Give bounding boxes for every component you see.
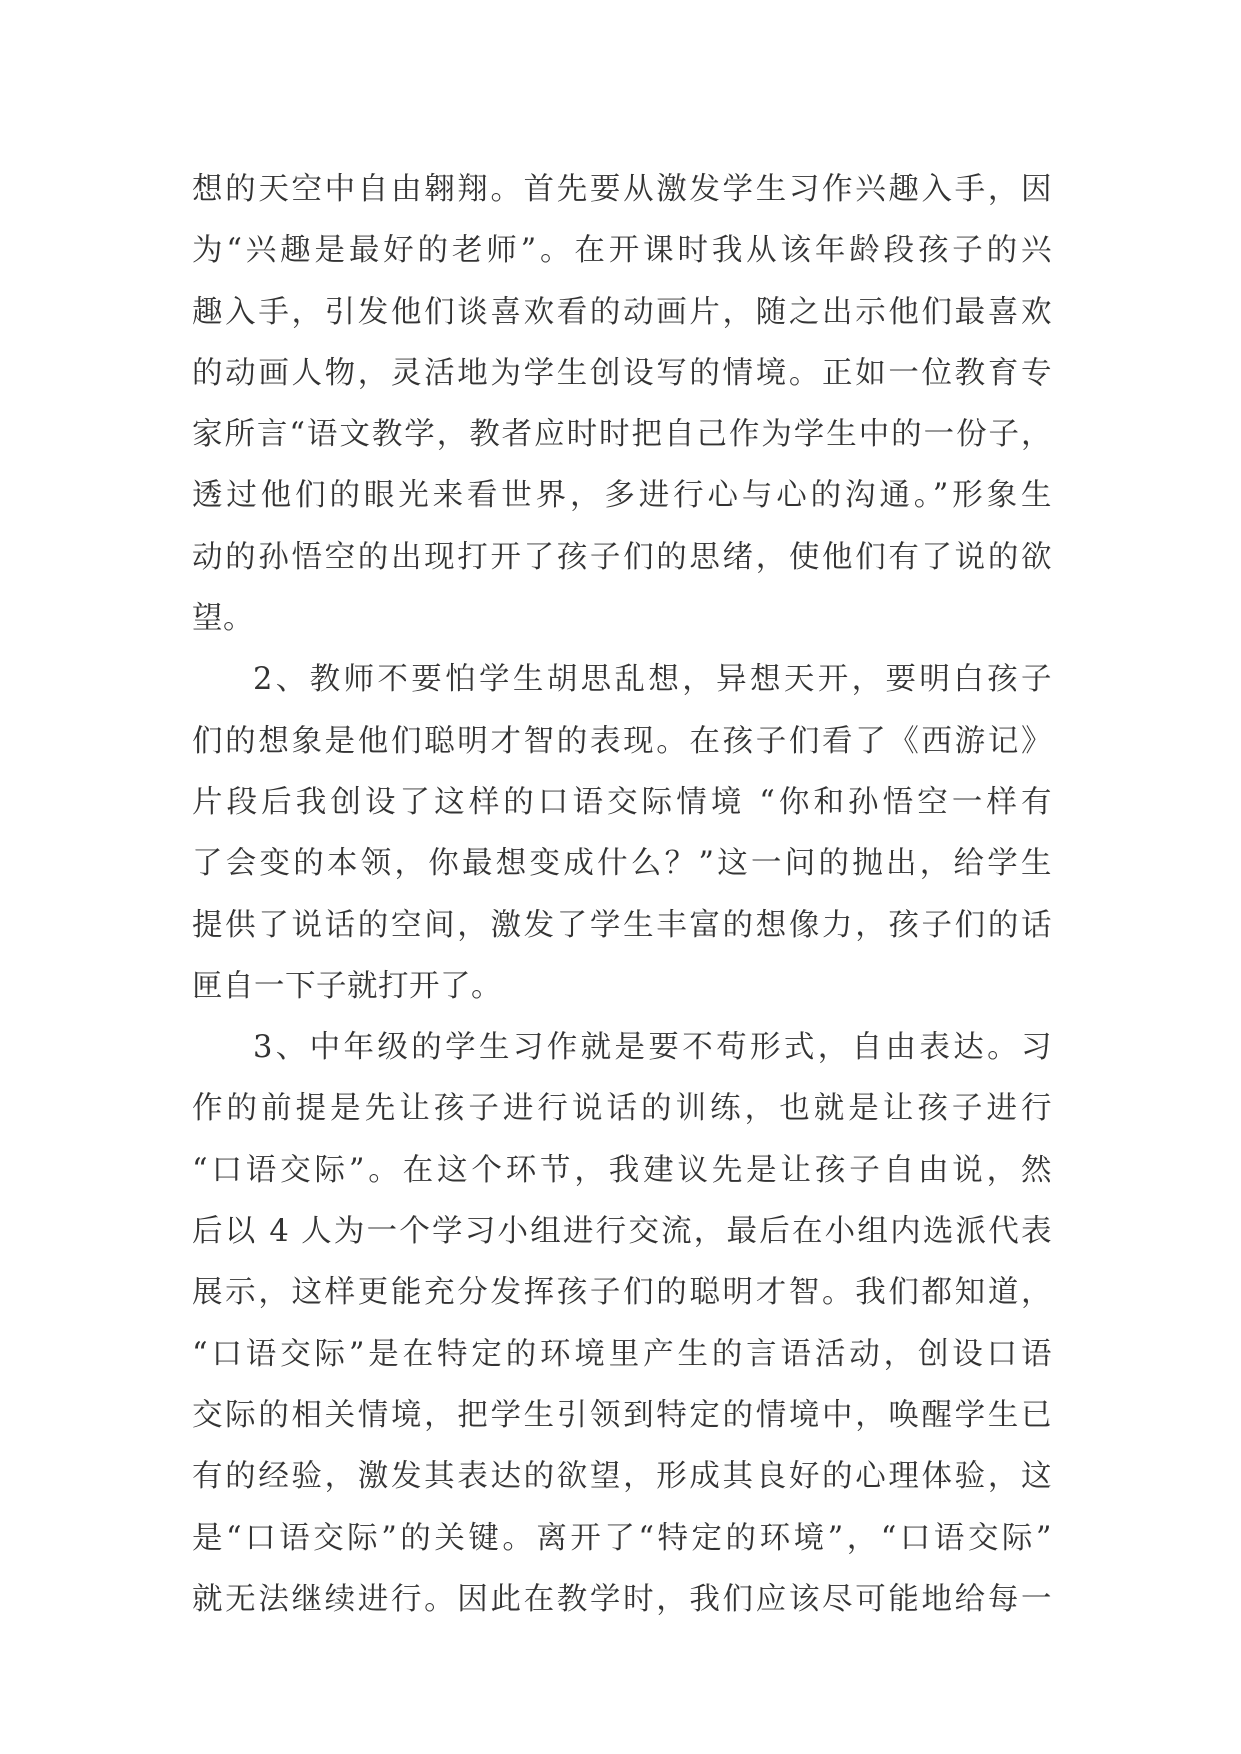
text-line: 作的前提是先让孩子进行说话的训练，也就是让孩子进行 bbox=[192, 1091, 1052, 1127]
text-line: 后以 4 人为一个学习小组进行交流，最后在小组内选派代表 bbox=[192, 1214, 1052, 1250]
text-line: “口语交际”是在特定的环境里产生的言语活动，创设口语 bbox=[192, 1336, 1052, 1372]
text-line: 趣入手，引发他们谈喜欢看的动画片，随之出示他们最喜欢 bbox=[192, 294, 1052, 330]
text-line: 的动画人物，灵活地为学生创设写的情境。正如一位教育专 bbox=[192, 355, 1052, 391]
text-line: 是“口语交际”的关键。离开了“特定的环境”，“口语交际” bbox=[192, 1520, 1052, 1556]
paragraph-first-line: 2、教师不要怕学生胡思乱想，异想天开，要明白孩子 bbox=[253, 662, 1052, 698]
paragraph-first-line: 3、中年级的学生习作就是要不苟形式，自由表达。习 bbox=[253, 1030, 1052, 1066]
paragraph-last-line: 望。 bbox=[192, 601, 254, 637]
text-line: “口语交际”。在这个环节，我建议先是让孩子自由说，然 bbox=[192, 1152, 1052, 1188]
text-line: 家所言“语文教学，教者应时时把自己作为学生中的一份子， bbox=[192, 417, 1052, 453]
text-line: 想的天空中自由翱翔。首先要从激发学生习作兴趣入手，因 bbox=[192, 172, 1052, 207]
text-line: 展示，这样更能充分发挥孩子们的聪明才智。我们都知道， bbox=[192, 1275, 1052, 1311]
text-line: 片段后我创设了这样的口语交际情境 “你和孙悟空一样有 bbox=[192, 784, 1052, 820]
text-line: 提供了说话的空间，激发了学生丰富的想像力，孩子们的话 bbox=[192, 907, 1052, 943]
text-line: 交际的相关情境，把学生引领到特定的情境中，唤醒学生已 bbox=[192, 1397, 1052, 1433]
text-line: 动的孙悟空的出现打开了孩子们的思绪，使他们有了说的欲 bbox=[192, 539, 1052, 575]
text-line: 了会变的本领，你最想变成什么？”这一问的抛出，给学生 bbox=[192, 846, 1052, 882]
text-line: 们的想象是他们聪明才智的表现。在孩子们看了《西游记》 bbox=[192, 723, 1052, 759]
text-line: 有的经验，激发其表达的欲望，形成其良好的心理体验，这 bbox=[192, 1459, 1052, 1495]
text-line: 就无法继续进行。因此在教学时，我们应该尽可能地给每一 bbox=[192, 1581, 1052, 1617]
text-line: 为“兴趣是最好的老师”。在开课时我从该年龄段孩子的兴 bbox=[192, 233, 1052, 269]
body-text bbox=[192, 159, 1052, 1630]
paragraph-last-line: 匣自一下子就打开了。 bbox=[192, 968, 502, 1004]
text-line: 透过他们的眼光来看世界，多进行心与心的沟通。”形象生 bbox=[192, 478, 1052, 514]
